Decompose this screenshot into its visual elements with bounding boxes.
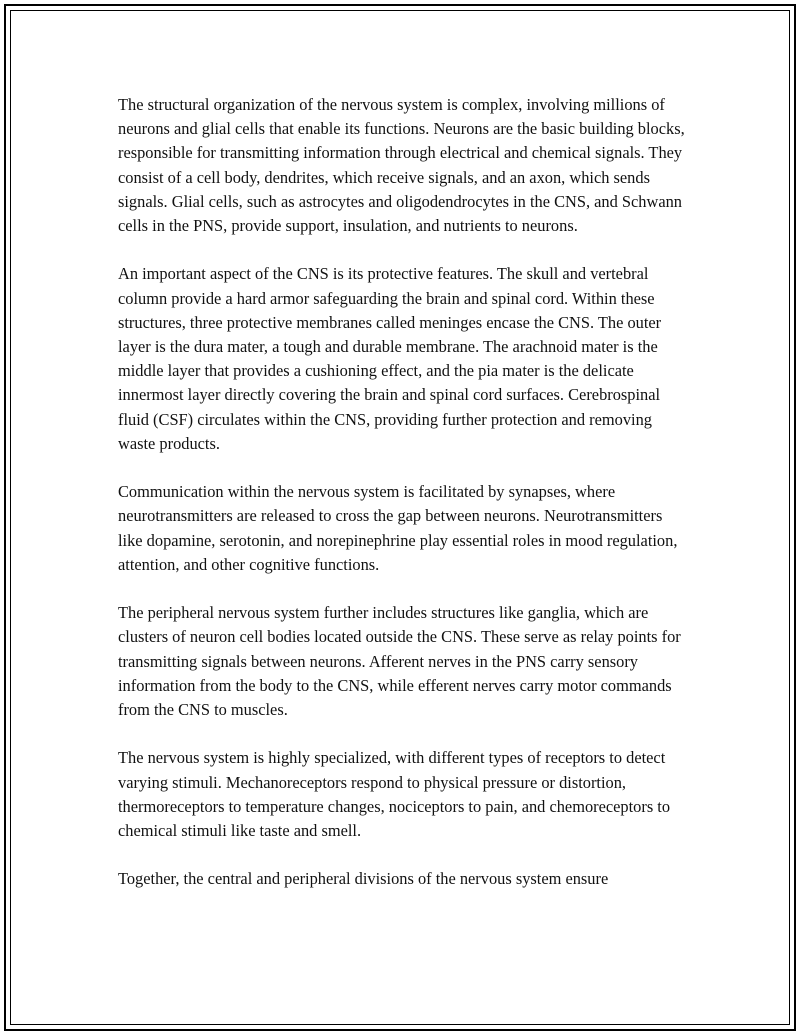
document-body <box>118 93 690 916</box>
paragraph-synapses: Communication within the nervous system is facilitated by synapses, where neurotransmitters are released to cross the gap between neurons. Neurotransmitters like dopamine, serotonin, and norepinephrine play essential roles in mood regulation, attention, and other cognitive functions. <box>118 482 678 574</box>
paragraph-conclusion: Together, the central and peripheral divisions of the nervous system ensure <box>118 869 609 889</box>
paragraph-cell-structure: The structural organization of the nervous system is complex, involving millions of neurons and glial cells that enable its functions. Neurons are the basic building blocks, responsible for transmitting information through electrical and chemical signals. They consist of a cell body, dendrites, which receive signals, and an axon, which sends signals. Glial cells, such as astrocytes and oligodendrocytes in the CNS, and Schwann cells in the PNS, provide support, insulation, and nutrients to neurons. <box>118 95 685 236</box>
paragraph-peripheral-system: The peripheral nervous system further includes structures like ganglia, which are clusters of neuron cell bodies located outside the CNS. These serve as relay points for transmitting signals between neurons. Afferent nerves in the PNS carry sensory information from the body to the CNS, while efferent nerves carry motor commands from the CNS to muscles. <box>118 603 681 720</box>
paragraph-receptors: The nervous system is highly specialized, with different types of receptors to detect varying stimuli. Mechanoreceptors respond to physical pressure or distortion, thermoreceptors to temperature changes, nociceptors to pain, and chemoreceptors to chemical stimuli like taste and smell. <box>118 748 671 841</box>
paragraph-cns-protection: An important aspect of the CNS is its protective features. The skull and vertebral column provide a hard armor safeguarding the brain and spinal cord. Within these structures, three protective membranes called meninges encase the CNS. The outer layer is the dura mater, a tough and durable membrane. The arachnoid mater is the middle layer that provides a cushioning effect, and the pia mater is the delicate innermost layer directly covering the brain and spinal cord surfaces. Cerebrospinal fluid (CSF) circulates within the CNS, providing further protection and removing waste products. <box>118 264 662 453</box>
